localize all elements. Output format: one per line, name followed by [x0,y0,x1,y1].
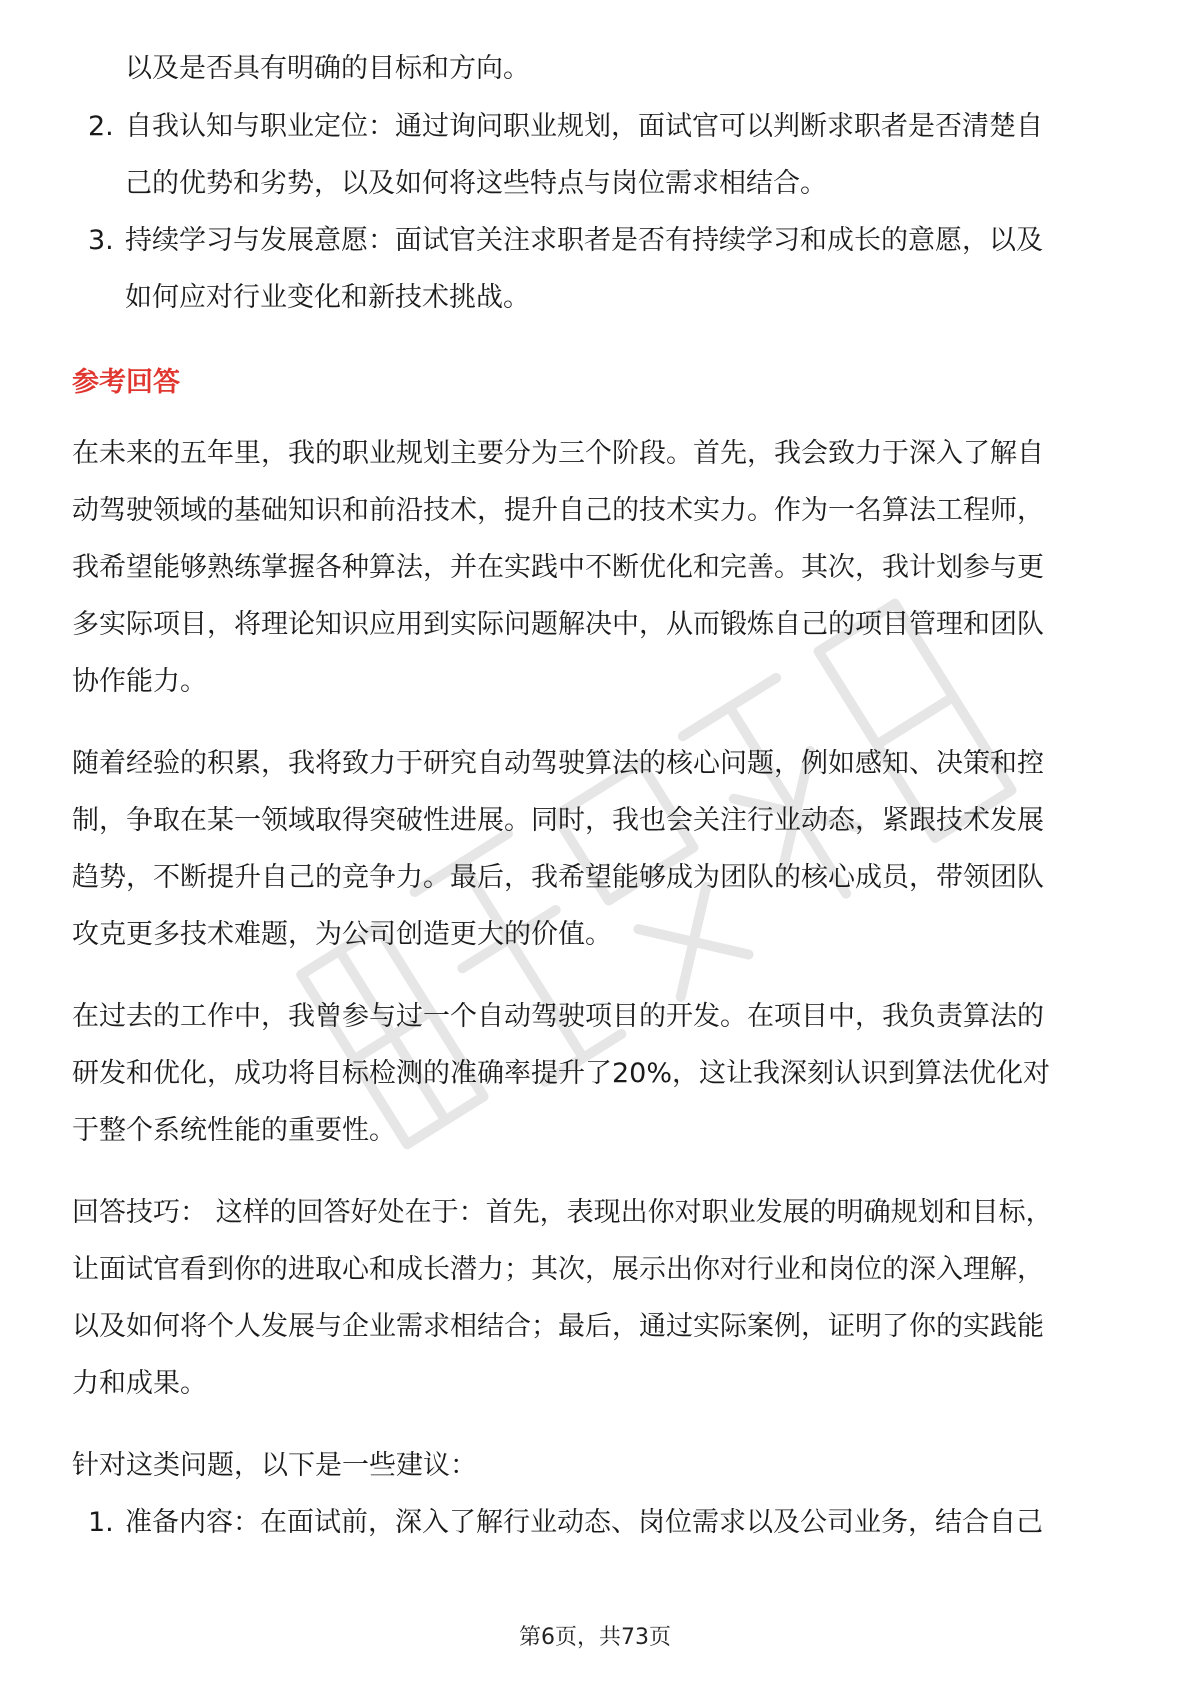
paragraph-line: 在过去的工作中，我曾参与过一个自动驾驶项目的开发。在项目中，我负责算法的 [72,1001,1044,1032]
list-item [72,212,1118,326]
list-line: 持续学习与发展意愿：面试官关注求职者是否有持续学习和成长的意愿，以及 [125,225,1043,256]
bottom-list [72,1494,1118,1551]
list-number: 3. [88,225,114,256]
intro-continuation: 以及是否具有明确的目标和方向。 [125,53,530,84]
paragraph-line: 以及如何将个人发展与企业需求相结合；最后，通过实际案例，证明了你的实践能 [72,1311,1044,1342]
paragraph-line: 攻克更多技术难题，为公司创造更大的价值。 [72,919,612,950]
paragraph-line: 协作能力。 [72,666,207,697]
paragraph-line: 力和成果。 [72,1368,207,1399]
paragraph [72,1184,1118,1412]
paragraph-line: 让面试官看到你的进取心和成长潜力；其次，展示出你对行业和岗位的深入理解， [72,1254,1044,1285]
list-item [72,98,1118,212]
list-number: 2. [88,111,114,142]
list-line: 如何应对行业变化和新技术挑战。 [125,282,530,313]
paragraph [72,1437,1118,1494]
list-item [72,1494,1118,1551]
paragraph [72,425,1118,710]
paragraph-line: 针对这类问题，以下是一些建议： [72,1450,477,1481]
section-heading: 参考回答 [72,367,180,398]
paragraph-line: 随着经验的积累，我将致力于研究自动驾驶算法的核心问题，例如感知、决策和控 [72,748,1044,779]
list-line: 准备内容：在面试前，深入了解行业动态、岗位需求以及公司业务，结合自己 [125,1507,1043,1538]
page-footer: 第6页，共73页 [519,1625,671,1650]
list-line: 自我认知与职业定位：通过询问职业规划，面试官可以判断求职者是否清楚自 [125,111,1043,142]
paragraph-line: 回答技巧： 这样的回答好处在于：首先，表现出你对职业发展的明确规划和目标， [72,1197,1053,1228]
paragraph-line: 趋势，不断提升自己的竞争力。最后，我希望能够成为团队的核心成员，带领团队 [72,862,1044,893]
paragraph-line: 于整个系统性能的重要性。 [72,1115,396,1146]
paragraph-line: 制，争取在某一领域取得突破性进展。同时，我也会关注行业动态，紧跟技术发展 [72,805,1044,836]
paragraph [72,988,1118,1159]
list-number: 1. [88,1507,114,1538]
paragraph-line: 在未来的五年里，我的职业规划主要分为三个阶段。首先，我会致力于深入了解自 [72,438,1044,469]
list-line: 己的优势和劣势，以及如何将这些特点与岗位需求相结合。 [125,168,827,199]
paragraph-line: 多实际项目，将理论知识应用到实际问题解决中，从而锻炼自己的项目管理和团队 [72,609,1044,640]
top-list [72,98,1118,326]
paragraph [72,735,1118,963]
content [72,40,1118,1551]
paragraph-line: 动驾驶领域的基础知识和前沿技术，提升自己的技术实力。作为一名算法工程师， [72,495,1044,526]
paragraph-line: 我希望能够熟练掌握各种算法，并在实践中不断优化和完善。其次，我计划参与更 [72,552,1044,583]
paragraph-line: 研发和优化，成功将目标检测的准确率提升了20%，这让我深刻认识到算法优化对 [72,1058,1051,1089]
